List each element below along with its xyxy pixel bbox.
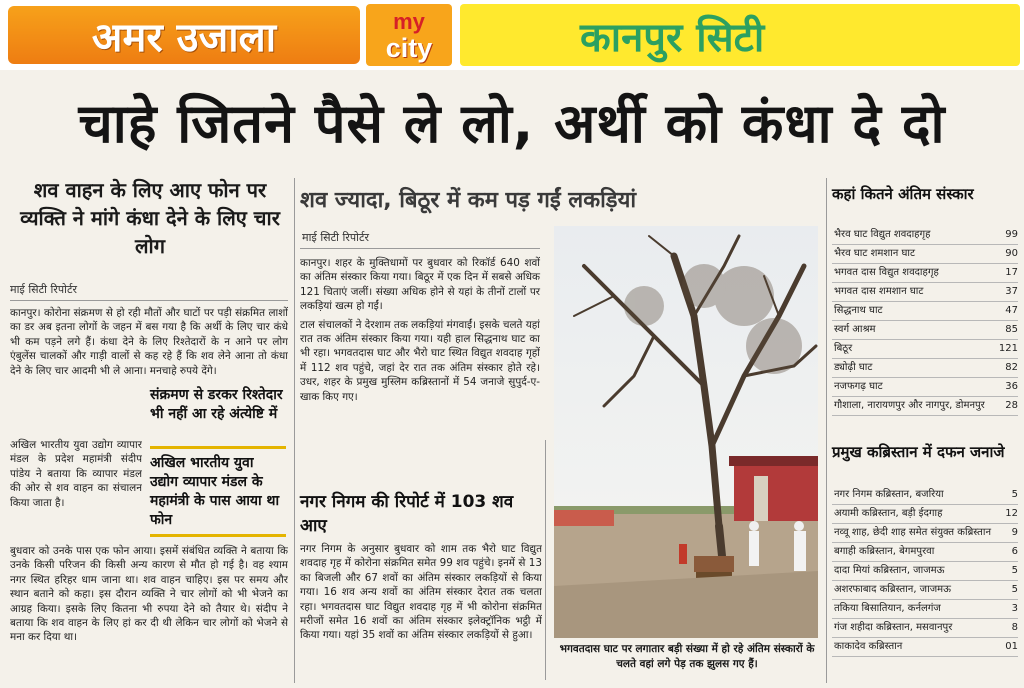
table-row [832, 378, 1018, 397]
row-label: नव्वू शाह, छेदी शाह समेत संयुक्त कब्रिस्तान [834, 527, 992, 538]
row-label: भैरव घाट विद्युत शवदाहगृह [834, 229, 931, 240]
brand-logo: अमर उजाला [8, 6, 360, 64]
main-col [300, 256, 540, 404]
table-row [832, 524, 1018, 543]
row-label: गौशाला, नारायणपुर और नागपुर, डोमनपुर [834, 400, 985, 411]
row-count: 01 [1005, 641, 1018, 652]
table-row [832, 600, 1018, 619]
main-para-3-text: नगर निगम के अनुसार बुधवार को शाम तक भैरो घाट विद्युत शवदाह गृह में कोरोना संक्रमित समेत 99 शव पहुंचे। इनमें से 13 का बिजली और 67 शवों का अंतिम संस्कार लकड़ियों से किया गया। 16 शव अन्य शवों का अंतिम संस्कार देरात तक चलता रहा। भगवतदास घाट विद्युत शवदाह गृह में भी कोरोना संक्रमित मरीजों समेत 16 शवों का अंतिम संस्कार इलेक्ट्रॉनिक भट्ठी में किया गया। यहां 35 शवों का अंतिम संस्कार लकड़ियों से हुआ। [300, 543, 542, 642]
edition-banner: कानपुर सिटी [460, 4, 1020, 66]
row-count: 17 [1005, 267, 1018, 278]
column-divider [545, 440, 546, 680]
table-row [832, 581, 1018, 600]
row-count: 37 [1005, 286, 1018, 297]
table-row [832, 340, 1018, 359]
row-count: 85 [1005, 324, 1018, 335]
photo-caption: भगवतदास घाट पर लगातार बड़ी संख्या में हो रहे अंतिम संस्कारों के चलते वहां लगे पेड़ तक झुलस गए हैं। [559, 643, 815, 670]
burial-table [832, 486, 1018, 657]
row-label: भगवत दास शमशान घाट [834, 286, 924, 297]
row-label: नजफगढ़ घाट [834, 381, 883, 392]
pull-quote-2: अखिल भारतीय युवा उद्योग व्यापार मंडल के महामंत्री के पास आया था फोन [150, 455, 280, 528]
table-row [832, 264, 1018, 283]
table-row [832, 283, 1018, 302]
row-count: 5 [1011, 489, 1018, 500]
row-count: 5 [1011, 584, 1018, 595]
row-count: 3 [1011, 603, 1018, 614]
page-headline: चाहे जितने पैसे ले लो, अर्थी को कंधा दे दो [78, 92, 946, 155]
row-label: तकिया बिसातियान, कर्नलगंज [834, 603, 941, 614]
row-label: ड्योढ़ी घाट [834, 362, 873, 373]
left-story-title: शव वाहन के लिए आए फोन पर व्यक्ति ने मांगे कंधा देने के लिए चार लोग [20, 178, 280, 258]
mycity-city: city [385, 33, 433, 63]
table-row [832, 226, 1018, 245]
main-story-title: शव ज्यादा, बिठूर में कम पड़ गईं लकड़ियां [300, 188, 637, 213]
left-para-3-text: बुधवार को उनके पास एक फोन आया। इसमें संबंधित व्यक्ति ने बताया कि उनके किसी परिजन की किसी अन्य कारण से मौत हो गई है। वह श्याम नगर स्थित हरिहर धाम जाना था। शव वाहन चाहिए। इस पर समय और स्थान बताने को कहा। इस दौरान व्यक्ति ने चार लोगों को भी भेजने का आग्रह किया। इसके लिए कितना भी रुपया देने को तैयार थे। संदीप ने बताया कि शव वाहन के लिए हां कर दी थी लेकिन चार लोगों को भेजने से मना कर दिया था। [10, 545, 288, 644]
table-row [832, 245, 1018, 264]
row-count: 12 [1005, 508, 1018, 519]
row-label: भैरव घाट शमशान घाट [834, 248, 916, 259]
row-label: दादा मियां कब्रिस्तान, जाजमऊ [834, 565, 945, 576]
cremation-table-title: कहां कितने अंतिम संस्कार [832, 185, 974, 203]
mycity-logo [366, 4, 452, 66]
table-row [832, 543, 1018, 562]
table-row [832, 321, 1018, 340]
byline-rule [300, 248, 540, 249]
table-row [832, 638, 1018, 657]
row-count: 121 [998, 343, 1018, 354]
table-row [832, 397, 1018, 416]
row-label: काकादेव कब्रिस्तान [834, 641, 903, 652]
row-count: 47 [1005, 305, 1018, 316]
row-label: बिठूर [834, 343, 853, 354]
main-byline: माई सिटी रिपोर्टर [302, 231, 369, 244]
row-label: स्वर्ग आश्रम [834, 324, 876, 335]
row-label: बगाही कब्रिस्तान, बेगमपुरवा [834, 546, 935, 557]
row-count: 36 [1005, 381, 1018, 392]
left-para-2-text: अखिल भारतीय युवा उद्योग व्यापार मंडल के प्रदेश महामंत्री संदीप पांडेय ने बताया कि व्यापार मंडल की ओर से शव वाहन का संचालन किया जाता है। [10, 439, 142, 509]
main-para-2-text: टाल संचालकों ने देरशाम तक लकड़ियां मंगवाईं। इसके चलते यहां रात तक अंतिम संस्कार किया गया। यही हाल सिद्धनाथ घाट का भी रहा। भगवतदास घाट और भैरो घाट स्थित विद्युत शवदाह गृहों में 112 शव पहुंचे, जहां देर रात तक अंतिम संस्कार होते रहे। उधर, शहर के प्रमुख मुस्लिम कब्रिस्तानों में 54 जनाजे सुपुर्द-ए-खाक किए गए। [300, 318, 540, 403]
row-count: 82 [1005, 362, 1018, 373]
pull-quote-1: संक्रमण से डरकर रिश्तेदार भी नहीं आ रहे अंत्येष्टि में [150, 387, 283, 422]
row-count: 5 [1011, 565, 1018, 576]
row-label: अयामी कब्रिस्तान, बड़ी ईदगाह [834, 508, 943, 519]
row-count: 90 [1005, 248, 1018, 259]
pull-quote-bar [150, 446, 286, 449]
column-divider [294, 178, 295, 683]
left-byline: माई सिटी रिपोर्टर [10, 283, 77, 296]
pull-quote-bar [150, 534, 286, 537]
column-divider [826, 178, 827, 683]
row-count: 8 [1011, 622, 1018, 633]
row-label: सिद्धनाथ घाट [834, 305, 883, 316]
row-count: 9 [1011, 527, 1018, 538]
row-count: 99 [1005, 229, 1018, 240]
masthead [0, 0, 1024, 70]
main-para-1-text: कानपुर। शहर के मुक्तिधामों पर बुधवार को रिकॉर्ड 640 शवों का अंतिम संस्कार किया गया। बिठूर में एक दिन में सबसे अधिक 121 चिताएं जलीं। संख्या अधिक होने से यहां के तीनों टालों पर लकड़ियां खत्म हो गईं। [300, 257, 540, 313]
burial-table-title: प्रमुख कब्रिस्तान में दफन जनाजे [832, 443, 1005, 461]
table-row [832, 302, 1018, 321]
row-label: अशरफाबाद कब्रिस्तान, जाजमऊ [834, 584, 951, 595]
row-label: नगर निगम कब्रिस्तान, बजरिया [834, 489, 944, 500]
left-para-2 [10, 438, 142, 510]
photo-illustration [554, 226, 818, 638]
row-label: गंज शहीदा कब्रिस्तान, मसवानपुर [834, 622, 953, 633]
left-para-3 [10, 544, 288, 645]
news-photo [554, 226, 818, 638]
byline-rule [10, 300, 288, 301]
table-row [832, 562, 1018, 581]
row-label: भगवत दास विद्युत शवदाहगृह [834, 267, 939, 278]
row-count: 6 [1011, 546, 1018, 557]
left-para-1-text: कानपुर। कोरोना संक्रमण से हो रही मौतों और घाटों पर पड़ी संक्रमित लाशों का डर अब इतना लोगों के जहन में बस गया है कि अर्थी के लिए चार कंधे भी कम पड़ने लगे हैं। कंधा देने के लिए रिश्तेदारों के न आने पर लोग एंबुलेंस चालकों और गाड़ी वालों से कह रहे हैं कि शव लेने आना तो कंधा देने के लिए चार आदमी भी ले आना। मनचाहे रुपये देंगे। [10, 307, 288, 377]
table-row [832, 619, 1018, 638]
table-row [832, 359, 1018, 378]
cremation-table [832, 226, 1018, 416]
mycity-my: my [393, 9, 425, 34]
main-col-lower [300, 542, 542, 643]
table-row [832, 486, 1018, 505]
main-subhead: नगर निगम की रिपोर्ट में 103 शव आए [300, 492, 514, 536]
table-row [832, 505, 1018, 524]
row-count: 28 [1005, 400, 1018, 411]
left-para-1 [10, 306, 288, 378]
